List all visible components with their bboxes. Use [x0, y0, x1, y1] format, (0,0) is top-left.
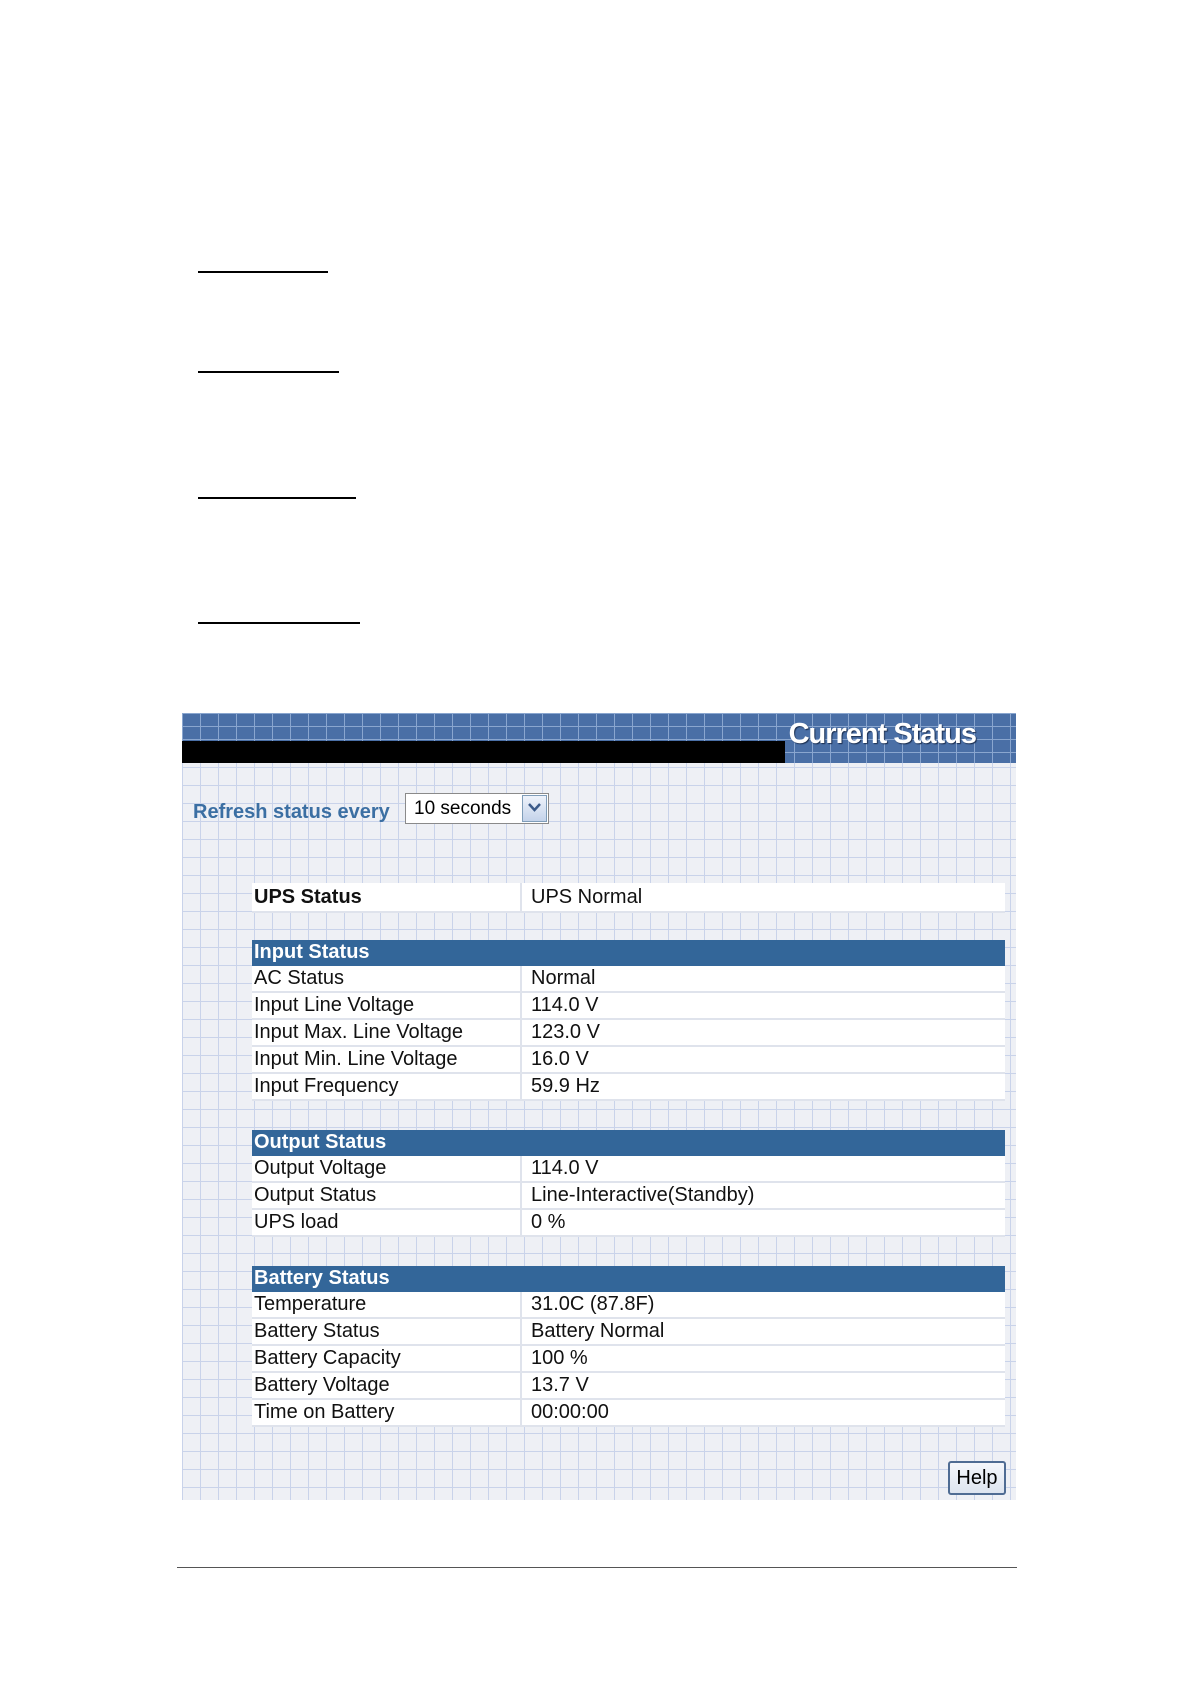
- dropdown-button[interactable]: [522, 795, 547, 822]
- blank-line-4: [198, 622, 360, 624]
- row-value: 13.7 V: [531, 1374, 589, 1396]
- row-label: Output Status: [254, 1184, 377, 1206]
- row-label: Battery Capacity: [254, 1347, 401, 1369]
- row-label: AC Status: [254, 967, 345, 989]
- row-value: 16.0 V: [531, 1048, 589, 1070]
- section-header-label: Battery Status: [254, 1267, 390, 1289]
- row-label: Input Max. Line Voltage: [254, 1021, 464, 1043]
- refresh-interval-select[interactable]: [405, 793, 549, 824]
- row-label: Input Line Voltage: [254, 994, 415, 1016]
- title-bar-stripe: [182, 741, 785, 763]
- refresh-interval-value: 10 seconds: [414, 798, 512, 819]
- row-value: 31.0C (87.8F): [531, 1293, 655, 1315]
- row-value: Normal: [531, 967, 596, 989]
- row-label: Battery Status: [254, 1320, 380, 1342]
- row-label: Input Frequency: [254, 1075, 399, 1097]
- row-value: 114.0 V: [531, 1157, 599, 1179]
- section-header: [252, 940, 1005, 966]
- page-title: Current Status: [788, 718, 976, 750]
- section-header: [252, 1266, 1005, 1292]
- table-row: [252, 1319, 1005, 1346]
- section-header-label: Output Status: [254, 1131, 387, 1153]
- row-value: 0 %: [531, 1211, 566, 1233]
- table-row: [252, 1156, 1005, 1183]
- table-row: [252, 1400, 1005, 1427]
- current-status-panel: [182, 713, 1016, 1500]
- row-value: 114.0 V: [531, 994, 599, 1016]
- row-label: Output Voltage: [254, 1157, 387, 1179]
- row-label: Time on Battery: [254, 1401, 395, 1423]
- table-row: [252, 1047, 1005, 1074]
- row-label: Temperature: [254, 1293, 367, 1315]
- footer-rule: [177, 1567, 1017, 1568]
- title-bar: [182, 713, 1016, 763]
- row-label: UPS load: [254, 1211, 339, 1233]
- table-row: [252, 1373, 1005, 1400]
- row-value: 123.0 V: [531, 1021, 600, 1043]
- output-status-table: [252, 1130, 1005, 1237]
- table-row: [252, 1183, 1005, 1210]
- table-row: [252, 993, 1005, 1020]
- blank-line-1: [198, 271, 328, 273]
- row-value: Line-Interactive(Standby): [531, 1184, 755, 1206]
- row-value: Battery Normal: [531, 1320, 665, 1342]
- table-row: [252, 883, 1005, 913]
- row-value: 59.9 Hz: [531, 1075, 600, 1097]
- input-status-table: [252, 940, 1005, 1101]
- row-value: 100 %: [531, 1347, 588, 1369]
- table-row: [252, 1346, 1005, 1373]
- blank-line-3: [198, 497, 356, 499]
- blank-line-2: [198, 371, 339, 373]
- table-row: [252, 1292, 1005, 1319]
- row-value: UPS Normal: [531, 886, 643, 908]
- table-row: [252, 1074, 1005, 1101]
- row-label: UPS Status: [254, 886, 362, 908]
- table-row: [252, 1210, 1005, 1237]
- row-label: Battery Voltage: [254, 1374, 390, 1396]
- table-row: [252, 1020, 1005, 1047]
- row-value: 00:00:00: [531, 1401, 609, 1423]
- table-row: [252, 966, 1005, 993]
- refresh-label: Refresh status every: [193, 801, 390, 823]
- chevron-down-icon: [528, 803, 541, 812]
- section-header: [252, 1130, 1005, 1156]
- ups-status-table: [252, 883, 1005, 913]
- row-label: Input Min. Line Voltage: [254, 1048, 458, 1070]
- battery-status-table: [252, 1266, 1005, 1427]
- section-header-label: Input Status: [254, 941, 370, 963]
- help-button[interactable]: Help: [948, 1461, 1006, 1495]
